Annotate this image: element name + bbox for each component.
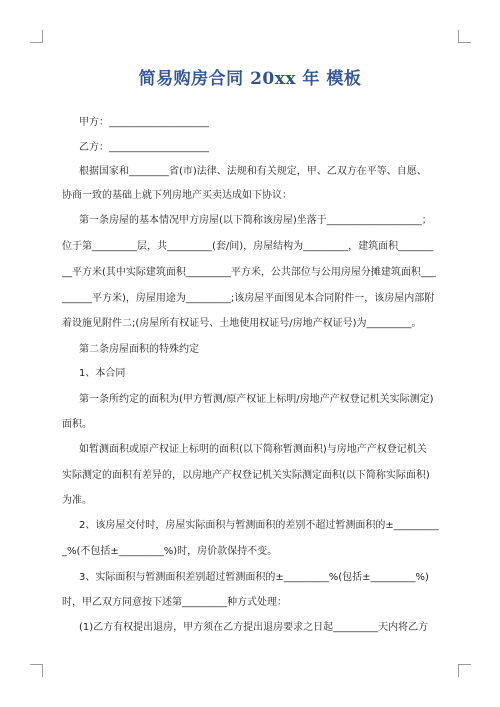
crop-mark-bottom-left xyxy=(30,664,43,677)
crop-mark-top-left xyxy=(30,30,43,43)
paragraph-line: 位于第_________层，共_________(套/间)，房屋结构为_________，建筑面积_______ xyxy=(62,241,434,252)
paragraph-line: _%(不包括±_________%)时，房价款保持不变。 xyxy=(62,546,278,557)
paragraph-line: 协商一致的基础上就下列房地产买卖达成如下协议： xyxy=(62,190,292,201)
paragraph-line: 为准。 xyxy=(62,495,92,506)
paragraph-line: __平方米(其中实际建筑面积_________平方米，公共部位与公用房屋分摊建筑面积___ xyxy=(62,267,436,278)
paragraph-line: 根据国家和________省(市)法律、法规和有关规定，甲、乙双方在平等、自愿、 xyxy=(79,166,427,177)
paragraph-line: 1、本合同 xyxy=(79,368,126,379)
paragraph-line: 面积。 xyxy=(62,419,92,430)
paragraph-line: 第一条房屋的基本情况甲方房屋(以下简称该房屋)坐落于___________________； xyxy=(79,215,432,226)
party-a-line: 甲方：____________________ xyxy=(79,117,209,128)
crop-mark-bottom-right xyxy=(458,664,471,677)
crop-mark-top-right xyxy=(458,30,471,43)
document-title: 简易购房合同 20xx 年 模板 xyxy=(138,69,362,89)
paragraph-line: 着设施见附件二;(房屋所有权证号、土地使用权证号/房地产权证号)为_________。 xyxy=(62,318,422,329)
paragraph-line: 时，甲乙双方同意按下述第_________种方式处理： xyxy=(62,597,287,608)
paragraph-line: 如暂测面积或原产权证上标明的面积(以下简称暂测面积)与房地产产权登记机关 xyxy=(79,444,427,455)
paragraph-line: (1)乙方有权提出退房，甲方须在乙方提出退房要求之日起_________天内将乙方 xyxy=(79,622,429,633)
paragraph-line: 第一条所约定的面积为(甲方暂测/原产权证上标明/房地产产权登记机关实际测定) xyxy=(79,394,434,405)
paragraph-line: 2、该房屋交付时，房屋实际面积与暂测面积的差别不超过暂测面积的±_________ xyxy=(79,520,439,531)
paragraph-line: 3、实际面积与暂测面积差别超过暂测面积的±_________%(包括±_________%) xyxy=(79,572,429,583)
paragraph-line: ______平方米)，房屋用途为_________;该房屋平面图见本合同附件一，该房屋内部附 xyxy=(62,293,435,304)
party-b-line: 乙方：____________________ xyxy=(79,142,209,153)
paragraph-line: 实际测定的面积有差异的，以房地产产权登记机关实际测定面积(以下简称实际面积) xyxy=(62,470,430,481)
section-heading: 第二条房屋面积的特殊约定 xyxy=(79,344,199,355)
